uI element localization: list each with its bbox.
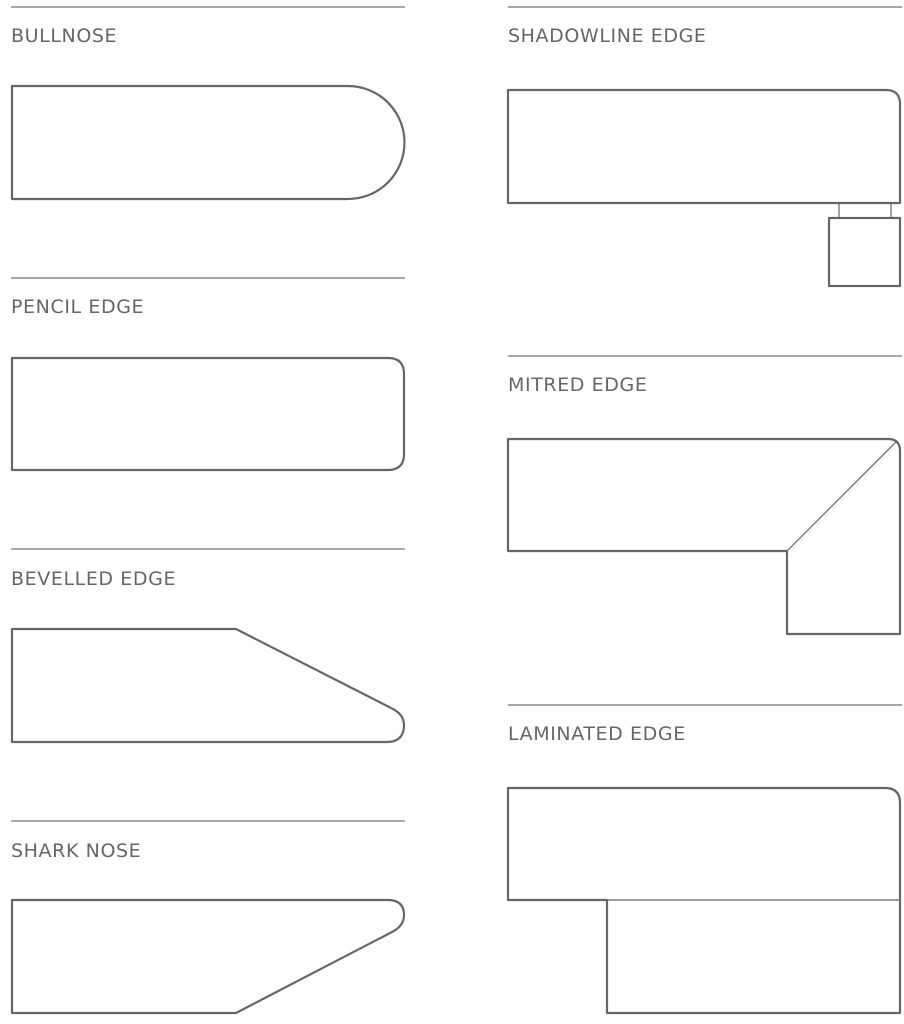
pencil-edge-label: PENCIL EDGE bbox=[11, 296, 145, 318]
bullnose-profile-shape bbox=[12, 86, 404, 199]
pencil-edge-profile-shape bbox=[12, 358, 404, 470]
shadowline-edge-top-slab-shape bbox=[508, 90, 900, 203]
shark-nose-section bbox=[11, 821, 405, 1013]
shark-nose-profile-shape bbox=[12, 900, 404, 1013]
mitred-edge-section bbox=[508, 356, 902, 634]
bevelled-edge-label: BEVELLED EDGE bbox=[11, 568, 177, 590]
bullnose-label: BULLNOSE bbox=[11, 25, 118, 47]
shadowline-edge-section bbox=[508, 7, 902, 286]
shadowline-edge-shadow-gap-shape bbox=[839, 203, 891, 218]
bullnose-section bbox=[11, 7, 405, 199]
bevelled-edge-section bbox=[11, 549, 405, 742]
laminated-edge-label: LAMINATED EDGE bbox=[508, 723, 686, 745]
shadowline-edge-support-block-shape bbox=[829, 218, 900, 286]
shadowline-edge-label: SHADOWLINE EDGE bbox=[508, 25, 707, 47]
mitred-edge-label: MITRED EDGE bbox=[508, 374, 648, 396]
mitred-edge-profile-shape bbox=[508, 439, 900, 634]
mitred-edge-mitre-joint-line bbox=[787, 442, 896, 551]
pencil-edge-section bbox=[11, 278, 405, 470]
bevelled-edge-profile-shape bbox=[12, 629, 404, 742]
shark-nose-label: SHARK NOSE bbox=[11, 840, 142, 862]
laminated-edge-section bbox=[508, 705, 902, 1013]
